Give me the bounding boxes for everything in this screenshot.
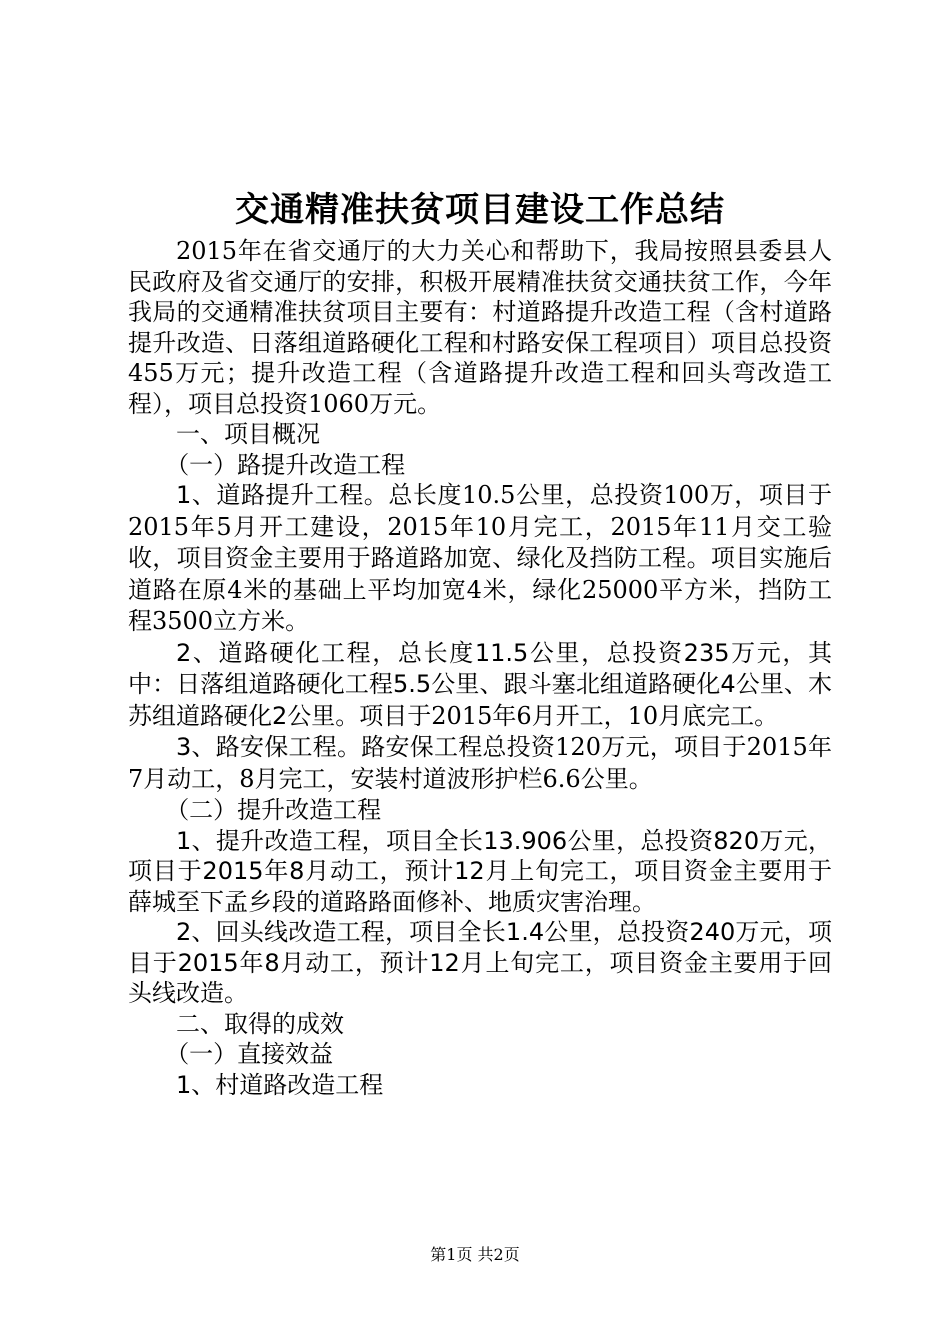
item-lead: 2、道路硬化工程，总长度11.5公里，总投资235万元，其中：日落组道路硬化工程5.5公里、跟斗塞北组道路硬化4公里、木苏组道路硬化2公里。 xyxy=(128,638,832,730)
subsection-heading-direct-benefits: （一）直接效益 xyxy=(165,1040,334,1068)
item-switchback-project: 2、回头线改造工程，项目全长1.4公里，总投资240万元，项目于2015年8月动工，预计12月上旬完工，项目资金主要用于回头线改造。 xyxy=(128,918,832,1007)
item-lead: 1、道路提升工程。 xyxy=(176,481,389,509)
subsection-heading-improvement: （二）提升改造工程 xyxy=(165,796,382,824)
item-body: 总长度10.5公里，总投资100万，项目于2015年5月开工建设，2015年10月完工，2015年11月交工验收，项目资金主要用于路道路加宽、绿化及挡防工程。项目实施后道路在原4米的基础上平均加宽4米，绿化25000平方米，挡防工程3500立方米。 xyxy=(128,481,832,635)
item-improvement-project: 1、提升改造工程，项目全长13.906公里，总投资820万元，项目于2015年8月动工，预计12月上旬完工，项目资金主要用于薛城至下孟乡段的道路路面修补、地质灾害治理。 xyxy=(128,826,832,916)
item-lead: 3、路安保工程。 xyxy=(176,733,362,761)
section-heading-overview: 一、项目概况 xyxy=(176,420,320,448)
item-body: 路安保工程总投资120万元，项目于2015年7月动工，8月完工，安装村道波形护栏6.6公里。 xyxy=(128,733,832,793)
item-road-hardening xyxy=(128,638,832,733)
intro-paragraph: 2015年在省交通厅的大力关心和帮助下，我局按照县委县人民政府及省交通厅的安排，积极开展精准扶贫交通扶贫工作，今年我局的交通精准扶贫项目主要有：村道路提升改造工程（含村道路提升改造、日落组道路硬化工程和村路安保工程项目）项目总投资455万元；提升改造工程（含道路提升改造工程和回头弯改造工程），项目总投资1060万元。 xyxy=(128,237,832,418)
item-village-road: 1、村道路改造工程 xyxy=(176,1070,384,1099)
document-title: 交通精准扶贫项目建设工作总结 xyxy=(235,190,725,230)
subsection-heading-road-upgrade: （一）路提升改造工程 xyxy=(165,450,406,479)
item-body: 项目于2015年6月开工，10月底完工。 xyxy=(359,701,779,730)
section-heading-results: 二、取得的成效 xyxy=(176,1009,344,1038)
item-road-safety xyxy=(128,732,832,795)
item-road-upgrade xyxy=(128,480,832,638)
page-footer: 第1页 共2页 xyxy=(430,1245,520,1264)
document-body xyxy=(128,188,832,1100)
